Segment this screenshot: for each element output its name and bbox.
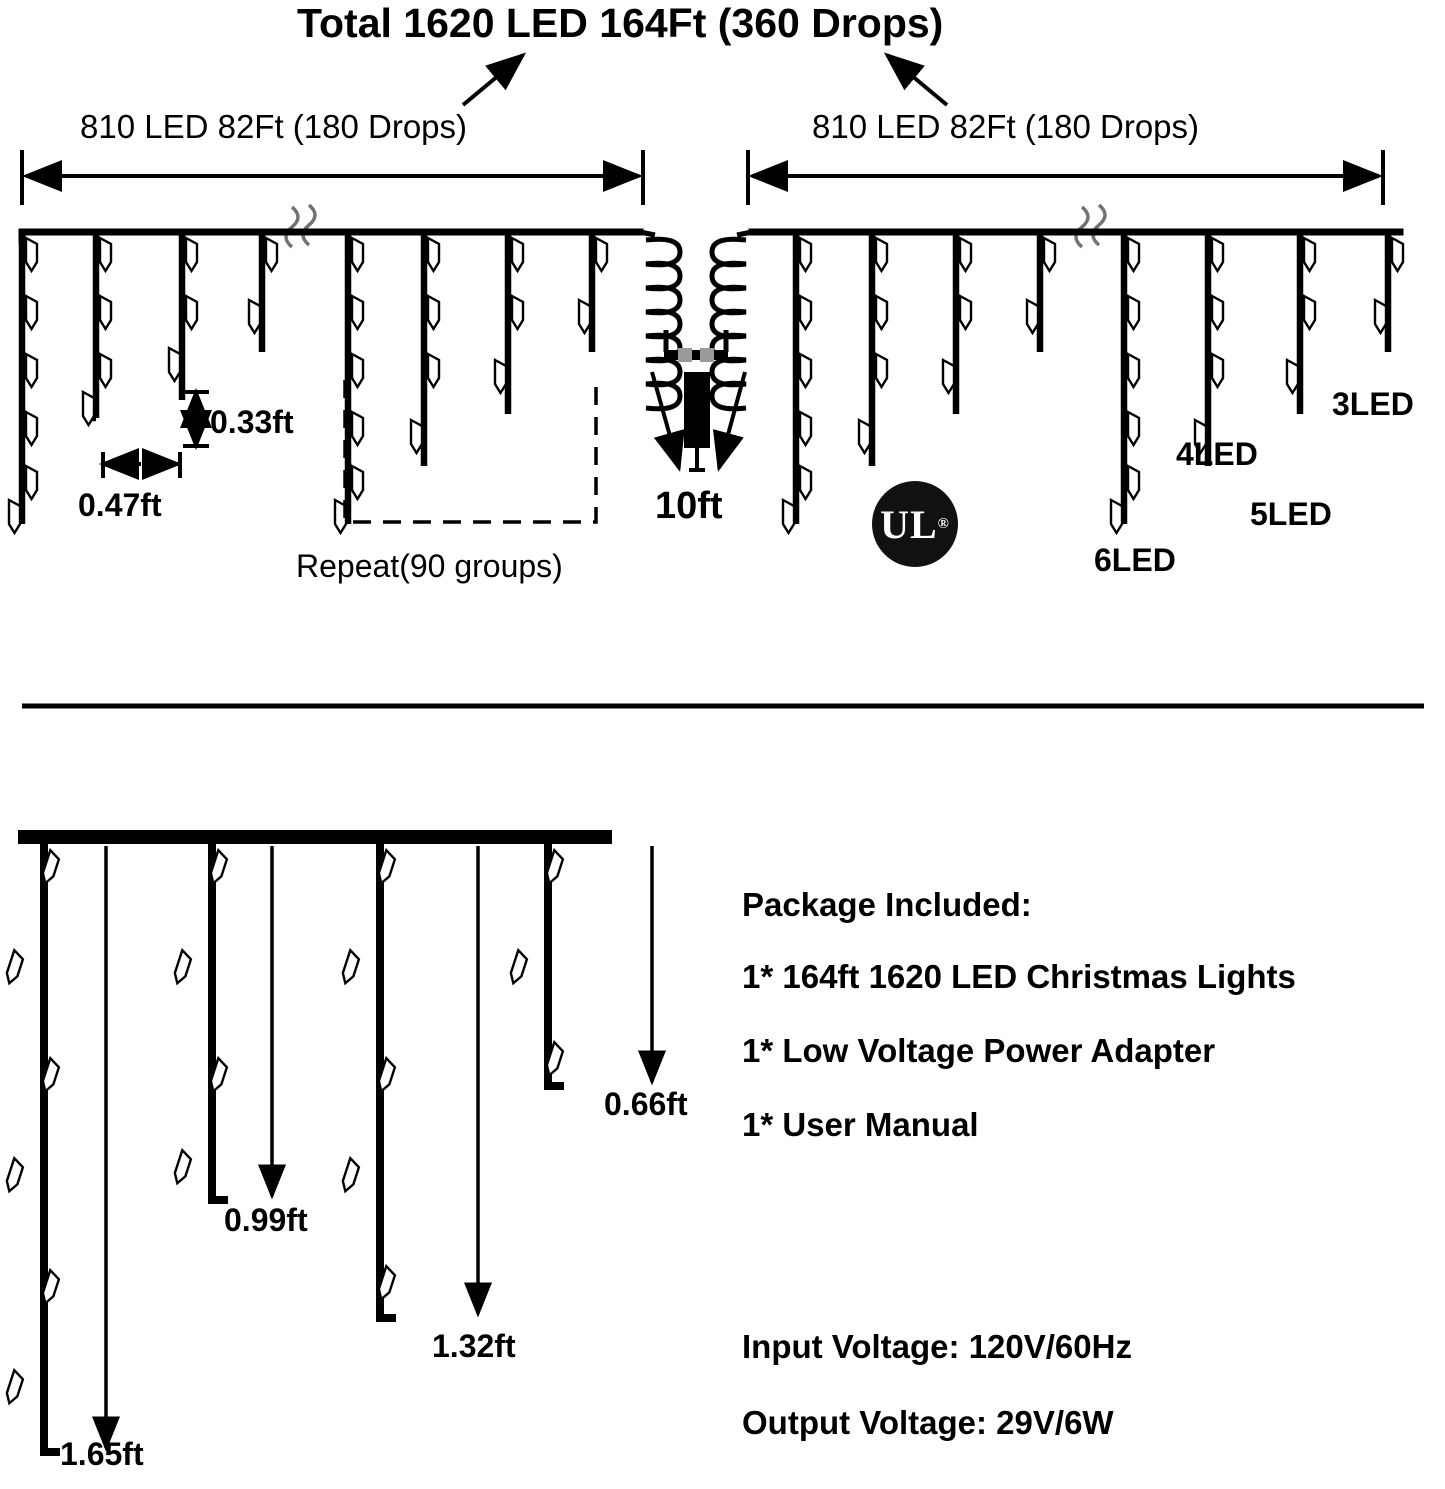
detail-bulbs — [172, 850, 229, 1185]
horizontal-spacing-label: 0.47ft — [78, 487, 162, 523]
left-segment-label: 810 LED 82Ft (180 Drops) — [80, 108, 468, 145]
detail-main-wire — [18, 830, 612, 844]
detail-length-099: 0.99ft — [224, 1202, 308, 1238]
detail-length-165: 1.65ft — [60, 1436, 144, 1472]
spec-output-voltage: Output Voltage: 29V/6W — [742, 1404, 1114, 1441]
registered-mark: ® — [937, 515, 950, 532]
package-item-manual: 1* User Manual — [742, 1106, 979, 1143]
package-heading: Package Included: — [742, 886, 1032, 923]
detail-bulbs — [508, 850, 565, 1077]
repeat-group-box — [345, 380, 596, 522]
ul-certification-badge — [872, 481, 958, 567]
drop-label-3led: 3LED — [1332, 386, 1414, 422]
drop-label-5led: 5LED — [1250, 496, 1332, 532]
drop-label-4led: 4LED — [1176, 436, 1258, 472]
package-item-adapter: 1* Low Voltage Power Adapter — [742, 1032, 1216, 1069]
detail-bulbs — [4, 850, 61, 1405]
repeat-group-label: Repeat(90 groups) — [296, 548, 563, 584]
package-item-lights: 1* 164ft 1620 LED Christmas Lights — [742, 958, 1296, 995]
ul-badge-text: UL — [880, 501, 938, 547]
wire-break-right — [1076, 205, 1105, 247]
detail-length-066: 0.66ft — [604, 1086, 688, 1122]
title-arrow-left — [463, 55, 523, 105]
coiled-cord-right — [712, 232, 752, 409]
vertical-spacing-dim — [183, 392, 209, 446]
detail-bulbs — [340, 850, 397, 1301]
lead-length-label: 10ft — [655, 485, 723, 527]
title-arrow-right — [887, 55, 947, 105]
drop-label-6led: 6LED — [1094, 542, 1176, 578]
drop-strand — [86, 232, 96, 418]
wire-break-left — [286, 205, 315, 247]
detail-length-132: 1.32ft — [432, 1328, 516, 1364]
spec-input-voltage: Input Voltage: 120V/60Hz — [742, 1328, 1132, 1365]
coiled-cord-left — [640, 232, 680, 409]
diagram-title: Total 1620 LED 164Ft (360 Drops) — [297, 0, 944, 46]
main-wire-left — [22, 232, 640, 240]
left-segment-measure — [22, 150, 643, 205]
detail-strand — [44, 844, 60, 1452]
right-segment-label: 810 LED 82Ft (180 Drops) — [812, 108, 1200, 145]
detail-strand — [212, 844, 228, 1200]
right-segment-measure — [748, 150, 1383, 205]
vertical-spacing-label: 0.33ft — [210, 404, 294, 440]
